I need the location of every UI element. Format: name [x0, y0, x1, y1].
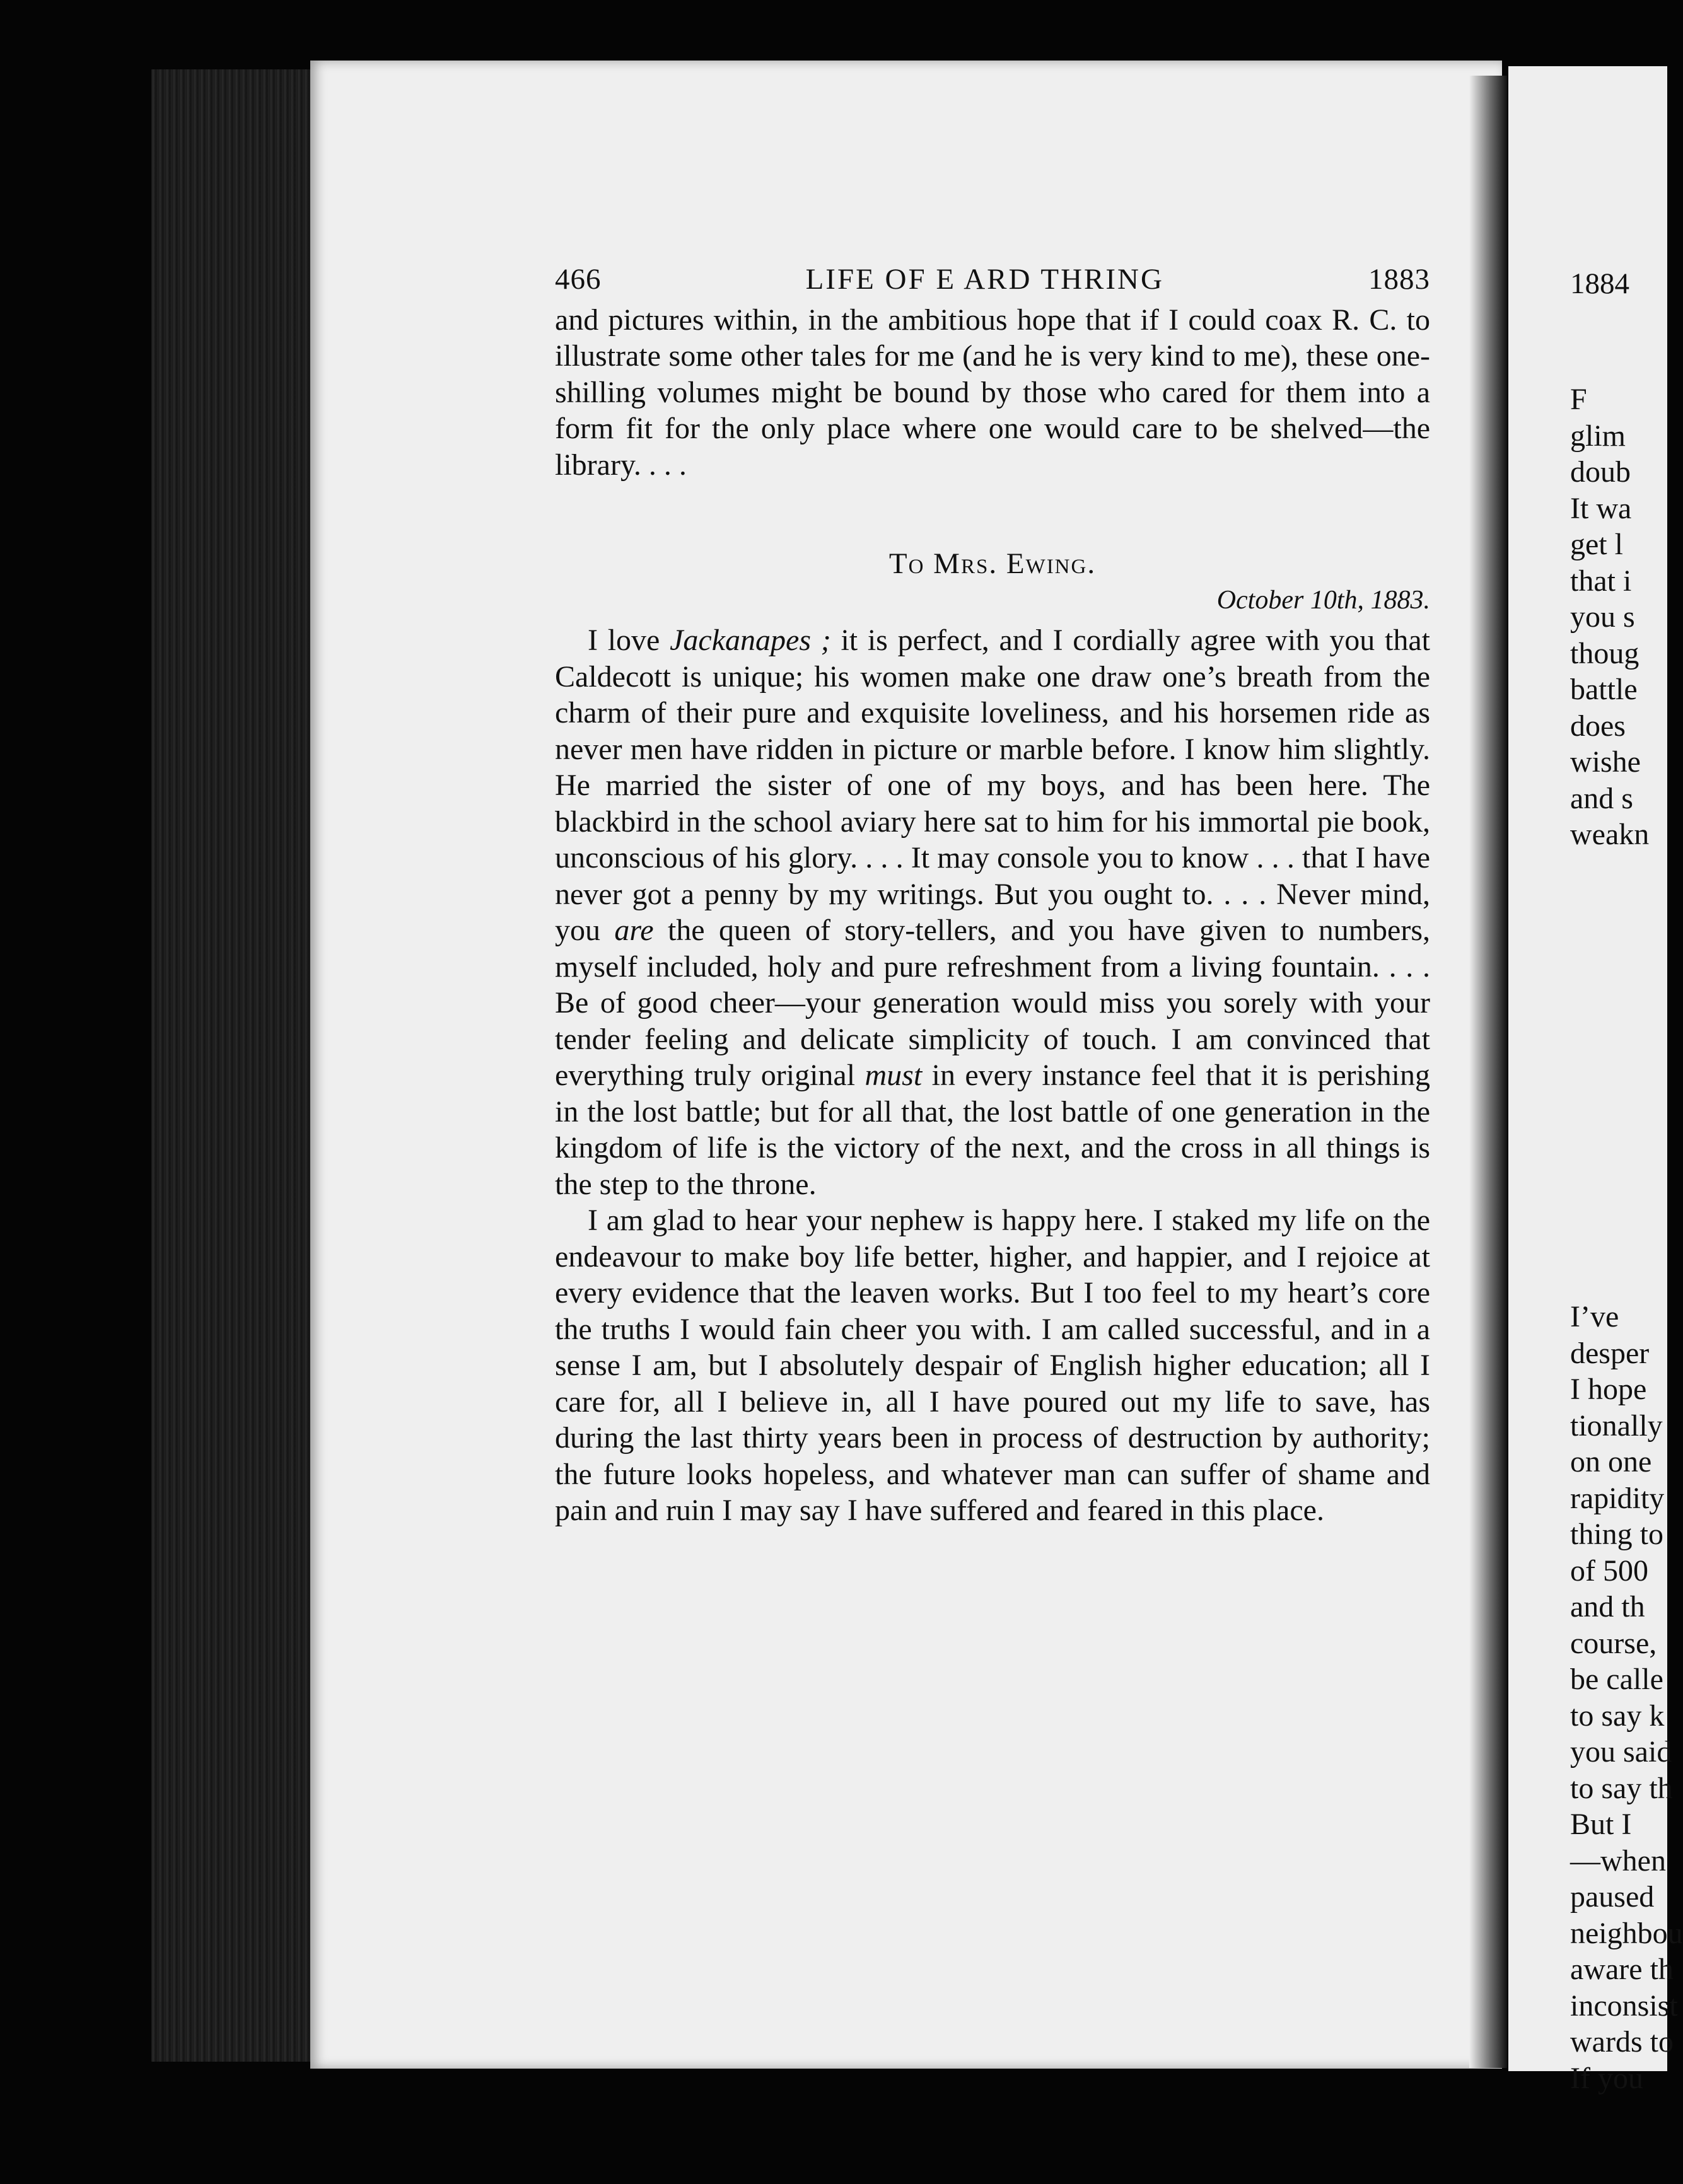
right-top-line: and s [1570, 781, 1633, 815]
right-bottom-line: I’ve [1570, 1300, 1619, 1333]
date-year: 1883. [1364, 585, 1430, 615]
page-number: 466 [555, 263, 602, 296]
right-top-line: you s [1570, 600, 1635, 634]
right-bottom-line: neighbou [1570, 1916, 1683, 1950]
right-lines-top [1570, 381, 1649, 853]
right-top-line: does [1570, 709, 1626, 743]
right-bottom-line: of 500 [1570, 1554, 1648, 1588]
right-running-fragment: 1884 [1570, 267, 1629, 300]
p2-text-c: the queen of story-tellers, and you have given to numbers, myself included, holy and pure refreshment from a living fountain. . . . Be of good cheer—your generation would miss you sorely with your tender feeling and delicate simplicity of touch. I am convinced that everything truly original [555, 914, 1430, 1092]
running-title: LIFE OF E ARD THRING [805, 263, 1164, 296]
right-bottom-line: and th [1570, 1590, 1645, 1623]
letter-paragraph-2: I am glad to hear your nephew is happy here. I staked my life on the endeavour to make boy life better, higher, and happier, and I rejoice at every evidence that the leaven works. But I too feel to my heart’s core the truths I would fain cheer you with. I am called successful, and in a sense I am, but I absolutely despair of English higher education; all I care for, all I believe in, all I have poured out my life to save, has during the last thirty years been in process of destruction by authority; the future looks hopeless, and whatever man can suffer of shame and pain and ruin I may say I have suffered and feared in this place. [555, 1204, 1430, 1527]
right-bottom-line: aware th [1570, 1953, 1674, 1986]
right-bottom-line: tionally [1570, 1409, 1663, 1443]
right-bottom-line: paused [1570, 1880, 1655, 1914]
letter-paragraph-1 [555, 622, 1430, 1202]
right-bottom-line: to say th [1570, 1771, 1673, 1805]
date-italic: October 10th, [1216, 585, 1364, 615]
right-top-line: glim [1570, 419, 1626, 453]
p2-text-d: in every instance feel that it is perishing in the lost battle; but for all that, the lost battle of one generation in the kingdom of life is the victory of the next, and the cross in all things is the step to the throne. [555, 1059, 1431, 1201]
right-top-line: wishe [1570, 745, 1641, 779]
right-top-line: F [1570, 383, 1587, 416]
right-bottom-line: to say k [1570, 1699, 1665, 1733]
running-head [555, 262, 1430, 298]
p2-text-a: I love [588, 624, 670, 657]
right-bottom-line: rapidity [1570, 1481, 1665, 1515]
book-binding [151, 69, 322, 2062]
right-top-line: weakn [1570, 818, 1650, 851]
right-lines-bottom [1570, 1299, 1683, 2096]
right-bottom-line: If you [1570, 2061, 1643, 2095]
right-bottom-line: wards to [1570, 2025, 1674, 2059]
letter-heading: To Mrs. Ewing. [888, 547, 1097, 580]
right-bottom-line: inconsist [1570, 1989, 1678, 2023]
right-bottom-line: —when [1570, 1844, 1666, 1878]
right-top-line: It wa [1570, 491, 1632, 525]
p2-emphasis-are: are [614, 914, 654, 947]
right-bottom-line: you said [1570, 1735, 1672, 1769]
p2-emphasis-must: must [865, 1059, 923, 1092]
right-top-line: thoug [1570, 636, 1639, 670]
right-bottom-line: desper [1570, 1336, 1650, 1370]
right-bottom-line: But I [1570, 1808, 1632, 1841]
right-page [1508, 66, 1683, 2095]
right-top-line: that i [1570, 564, 1632, 598]
right-top-line: doub [1570, 455, 1631, 489]
right-bottom-line: be calle [1570, 1663, 1663, 1696]
p2-text-b: it is perfect, and I cordially agree with you that Caldecott is unique; his women make one draw one’s breath from the charm of their pure and exquisite loveliness, and his horsemen ride as never men have ridden in picture or marble before. I know him slightly. He married the sister of one of my boys, and has been here. The blackbird in the school aviary here sat to him for his immortal pie book, unconscious of his glory. . . . It may console you to know . . . that I have never got a penny by my writings. But you ought to. . . . Never mind, you [555, 624, 1431, 947]
paragraph-continuation: and pictures within, in the ambitious hope that if I could coax R. C. to illustrate some other tales for me (and he is very kind to me), these one-shilling volumes might be bound by those who cared for them into a form fit for the only place where one would care to be shelved—the library. . . . [555, 303, 1430, 482]
running-year: 1883 [1368, 263, 1430, 296]
right-bottom-line: course, [1570, 1626, 1657, 1660]
right-bottom-line: thing to [1570, 1518, 1664, 1551]
left-page-text [555, 262, 1430, 1529]
right-top-line: battle [1570, 673, 1638, 706]
page-gutter [1469, 76, 1507, 2068]
right-bottom-line: I hope [1570, 1373, 1647, 1406]
p2-emphasis-jackanapes: Jackanapes ; [670, 624, 831, 657]
right-top-line: get l [1570, 528, 1623, 561]
letter-date [555, 583, 1430, 619]
right-bottom-line: on one [1570, 1445, 1652, 1478]
